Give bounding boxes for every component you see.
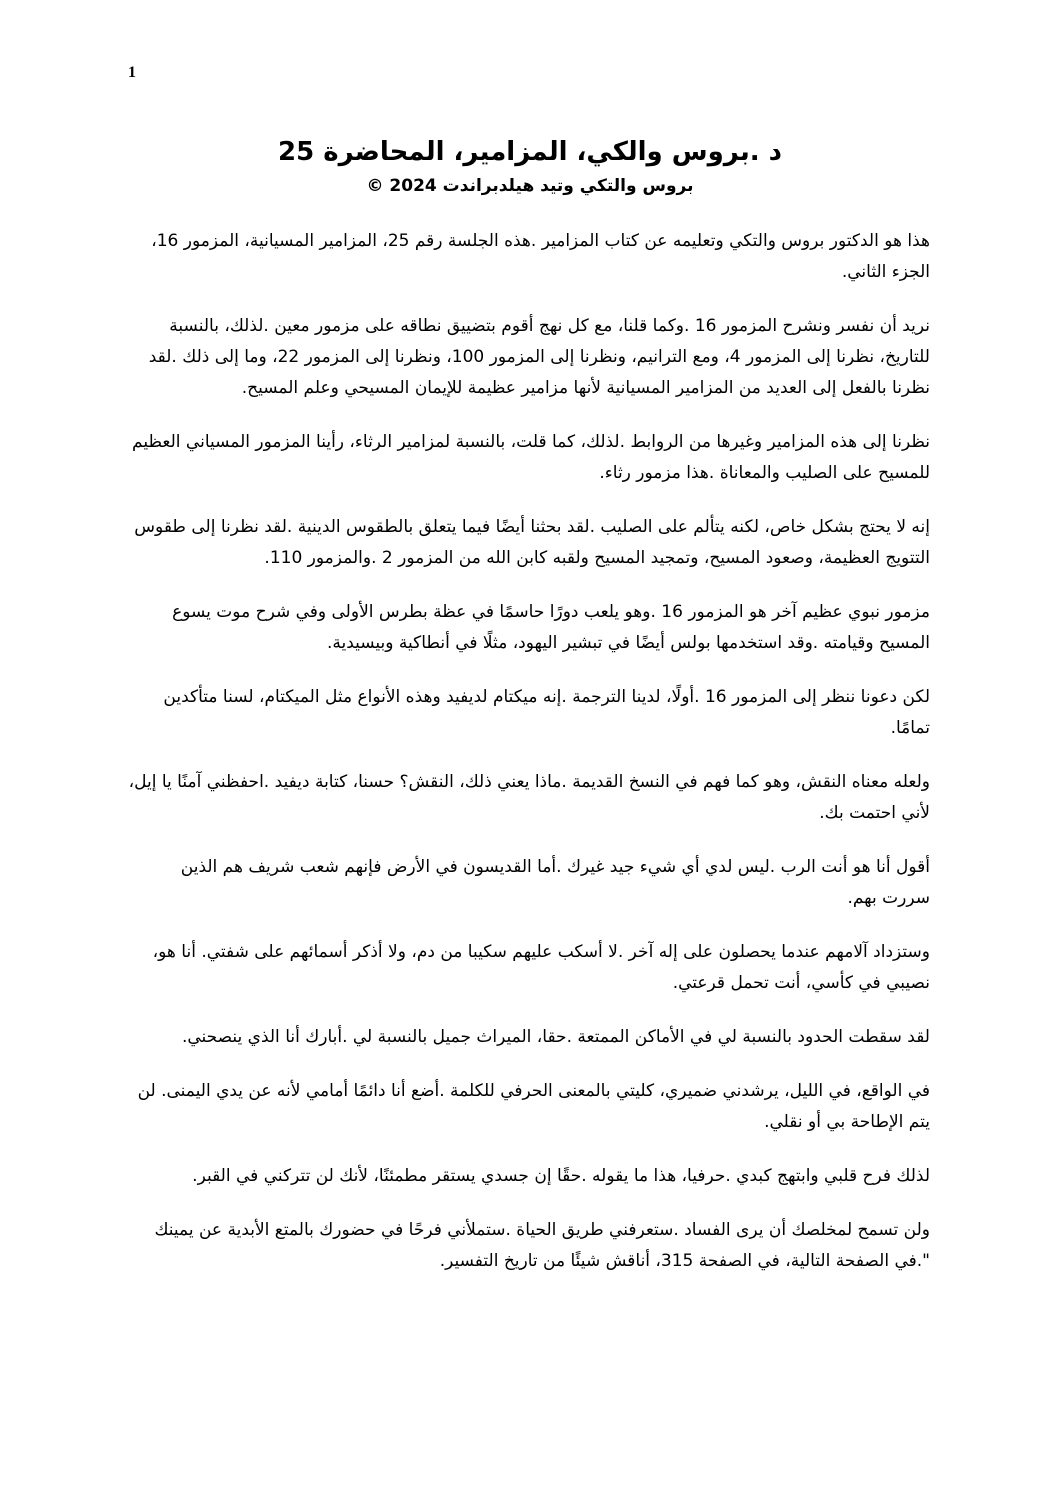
document-title: د .بروس والكي، المزامير، المحاضرة 25 <box>278 137 782 167</box>
paragraph-1: هذا هو الدكتور بروس والتكي وتعليمه عن كتاب المزامير .هذه الجلسة رقم 25، المزامير المسيانية، المزمور 16، الجزء الثاني. <box>151 231 930 282</box>
document-header <box>130 132 930 200</box>
paragraph-2: نريد أن نفسر ونشرح المزمور 16 .وكما قلنا، مع كل نهج أقوم بتضييق نطاقه على مزمور معين .لذلك، بالنسبة للتاريخ، نظرنا إلى المزمور 4، ومع الترانيم، ونظرنا إلى المزمور 100، ونظرنا إلى المزمور 22، وما إلى ذلك .لقد نظرنا بالفعل إلى العديد من المزامير المسيانية لأنها مزامير عظيمة للإيمان المسيحي وعلم المسيح. <box>148 316 930 398</box>
paragraph-7: ولعله معناه النقش، وهو كما فهم في النسخ القديمة .ماذا يعني ذلك، النقش؟ حسنا، كتابة ديفيد .احفظني آمنًا يا إيل، لأني احتمت بك. <box>128 772 930 823</box>
paragraph-3: نظرنا إلى هذه المزامير وغيرها من الروابط .لذلك، كما قلت، بالنسبة لمزامير الرثاء، رأينا المزمور المسياني العظيم للمسيح على الصليب والمعاناة .هذا مزمور رثاء. <box>132 432 930 483</box>
document-body <box>128 226 930 1300</box>
paragraph-13: ولن تسمح لمخلصك أن يرى الفساد .ستعرفني طريق الحياة .ستملأني فرحًا في حضورك بالمتع الأبدية عن يمينك ".في الصفحة التالية، في الصفحة 315، أناقش شيئًا من تاريخ التفسير. <box>154 1220 930 1271</box>
paragraph-9: وستزداد آلامهم عندما يحصلون على إله آخر .لا أسكب عليهم سكيبا من دم، ولا أذكر أسمائهم على شفتي. أنا هو، نصيبي في كأسي، أنت تحمل قرعتي. <box>152 942 930 993</box>
page-number: 1 <box>128 64 136 81</box>
paragraph-5: مزمور نبوي عظيم آخر هو المزمور 16 .وهو يلعب دورًا حاسمًا في عظة بطرس الأولى وفي شرح موت يسوع المسيح وقيامته .وقد استخدمها بولس أيضًا في تبشير اليهود، مثلًا في أنطاكية وبيسيدية. <box>172 602 930 653</box>
document-subtitle: بروس والتكي وتيد هيلدبراندت 2024 © <box>366 176 694 196</box>
paragraph-6: لكن دعونا ننظر إلى المزمور 16 .أولًا، لدينا الترجمة .إنه ميكتام لديفيد وهذه الأنواع مثل الميكتام، لسنا متأكدين تمامًا. <box>163 687 930 738</box>
paragraph-4: إنه لا يحتج بشكل خاص، لكنه يتألم على الصليب .لقد بحثنا أيضًا فيما يتعلق بالطقوس الدينية .لقد نظرنا إلى طقوس التتويج العظيمة، وصعود المسيح، وتمجيد المسيح ولقبه كابن الله من المزمور 2 .والمزمور 110. <box>134 517 930 568</box>
paragraph-12: لذلك فرح قلبي وابتهج كبدي .حرفيا، هذا ما يقوله .حقًا إن جسدي يستقر مطمئنًا، لأنك لن تتركني في القبر. <box>192 1166 930 1186</box>
paragraph-11: في الواقع، في الليل، يرشدني ضميري، كليتي بالمعنى الحرفي للكلمة .أضع أنا دائمًا أمامي لأنه عن يدي اليمنى. لن يتم الإطاحة بي أو نقلي. <box>137 1081 930 1132</box>
paragraph-10: لقد سقطت الحدود بالنسبة لي في الأماكن الممتعة .حقا، الميراث جميل بالنسبة لي .أبارك أنا الذي ينصحني. <box>181 1027 930 1047</box>
paragraph-8: أقول أنا هو أنت الرب .ليس لدي أي شيء جيد غيرك .أما القديسون في الأرض فإنهم شعب شريف هم الذين سررت بهم. <box>180 857 930 908</box>
